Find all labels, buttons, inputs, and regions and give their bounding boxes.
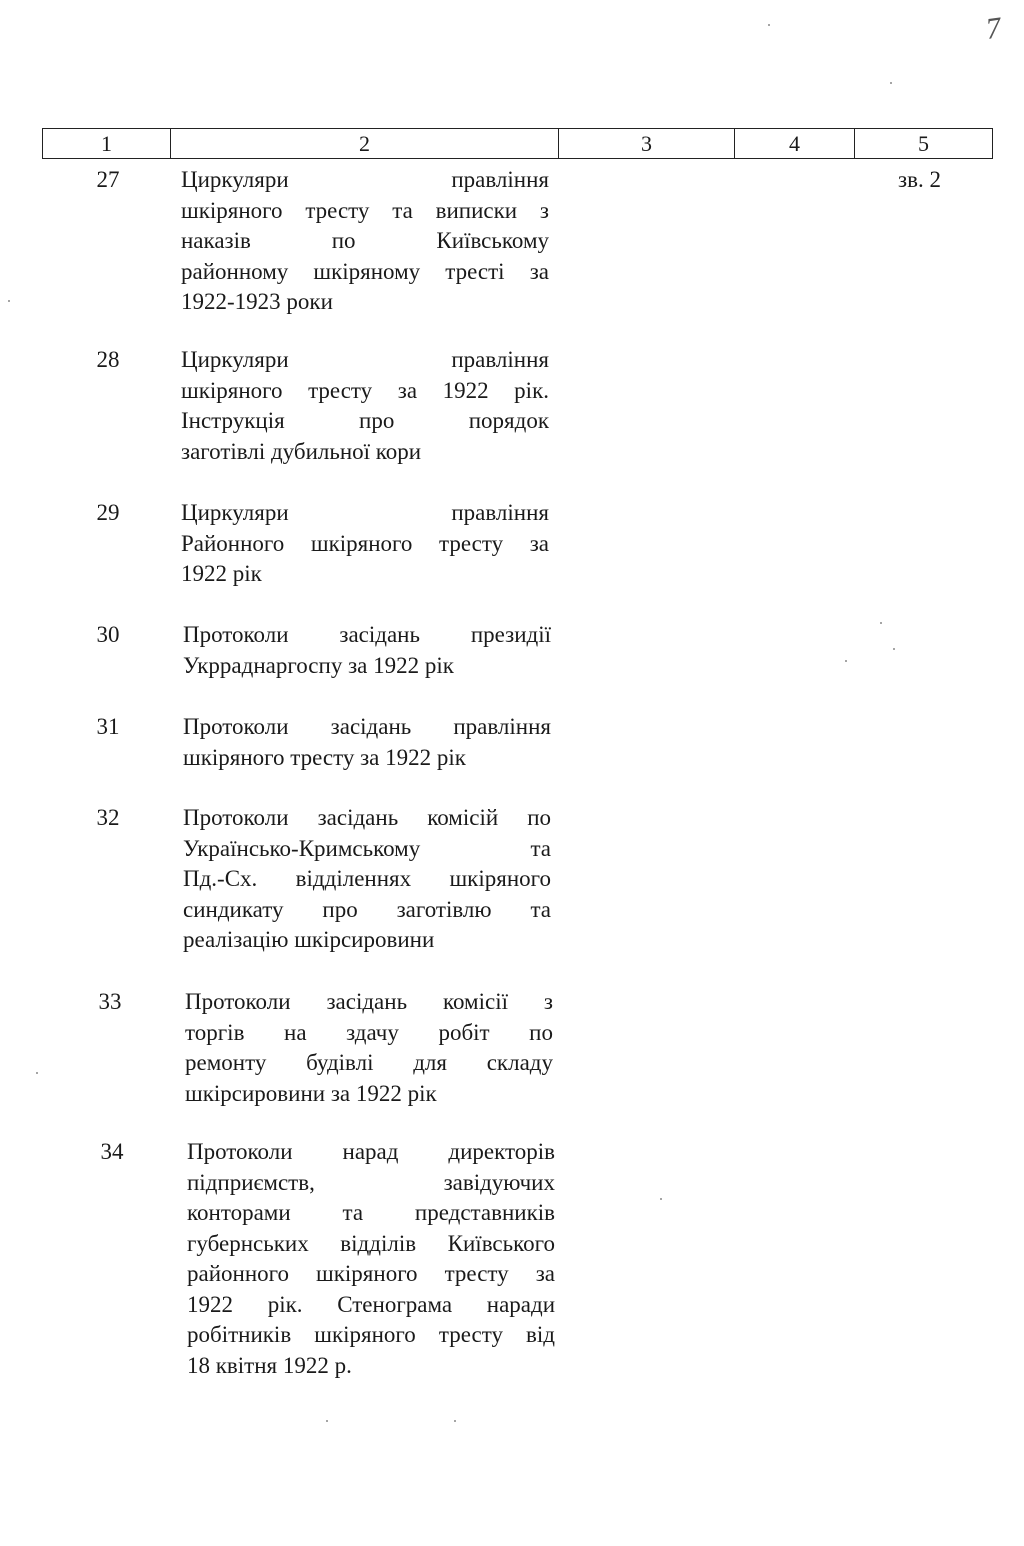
entry-title-line: районного шкіряного тресту за [187,1261,555,1286]
scan-speck [880,622,882,624]
entry-number: 27 [96,167,120,192]
column-header-4: 4 [735,129,855,159]
entry-title-line: Протоколи засідань комісії з [185,989,553,1014]
entry-title [183,620,551,681]
column-header-5: 5 [855,129,993,159]
scan-speck [36,1072,38,1074]
entry-title [181,345,549,467]
entry-title-line: конторами та представників [187,1200,555,1225]
scan-speck [768,24,770,26]
entry-title-line: 18 квітня 1922 р. [187,1352,352,1378]
column-header-row [42,128,993,159]
entry-title-line: синдикату про заготівлю та [183,896,551,922]
scan-speck [893,648,895,650]
entry-title-line: Протоколи засідань комісій по [183,805,551,830]
entry-title-line: Циркуляри правління [181,347,549,372]
entry-number: 28 [96,347,120,372]
entry-title-line: реалізацію шкірсировини [183,927,435,952]
entry-title-line: 1922-1923 роки [181,289,333,314]
entry-number: 31 [96,714,120,739]
entry-title-line: губернських відділів Київського [187,1230,555,1256]
entry-title-line: Пд.-Сх. відділеннях шкіряного [183,866,551,891]
entry-title-line: Протоколи засідань президії [183,622,551,647]
entry-title-line: Протоколи засідань правління [183,714,551,739]
column-header-1: 1 [43,129,171,159]
column-header-3: 3 [559,129,735,159]
entry-title-line: 1922 рік. Стенограма наради [187,1291,555,1317]
entry-title-line: Циркуляри правління [181,500,549,525]
entry-title-line: Укрраднаргоспу за 1922 рік [183,652,454,678]
entry-title-line: робітників шкіряного тресту від [187,1322,555,1347]
entry-title [183,803,551,956]
entry-title-line: районному шкіряному тресті за [181,258,549,284]
entry-number: 30 [96,622,120,647]
entry-number: 29 [96,500,120,525]
entry-title-line: ремонту будівлі для складу [185,1050,553,1075]
entry-title-line: наказів по Київському [181,228,549,253]
entry-number: 33 [98,989,122,1014]
entry-title-line: шкіряного тресту та виписки з [181,197,549,223]
entry-title-line: 1922 рік [181,561,262,586]
entry-title-line: Циркуляри правління [181,167,549,192]
entry-title [181,498,549,590]
entry-title-line: Інструкція про порядок [181,408,549,433]
column-header-2: 2 [171,129,559,159]
entry-title-line: шкіряного тресту за 1922 рік. [181,377,549,403]
entry-title-line: шкіряного тресту за 1922 рік [183,744,466,770]
entry-number: 32 [96,805,120,830]
entry-title-line: Протоколи нарад директорів [187,1139,555,1164]
entry-title-line: Українсько-Кримському та [183,835,551,861]
scan-speck [660,1198,662,1200]
entry-title-line: шкірсировини за 1922 рік [185,1080,437,1106]
scan-speck [8,300,10,302]
entry-title [183,712,551,773]
entry-title [187,1137,555,1381]
page-number: 7 [983,11,1004,46]
entry-title-line: заготівлі дубильної кори [181,438,422,464]
scan-speck [845,660,847,662]
entry-title-line: торгів на здачу робіт по [185,1019,553,1045]
entry-title-line: підприємств, завідуючих [187,1169,555,1195]
scan-speck [890,82,892,84]
entry-number: 34 [100,1139,124,1164]
entry-title [185,987,553,1109]
entry-title-line: Районного шкіряного тресту за [181,530,549,556]
entry-title [181,165,549,318]
entry-note: зв. 2 [898,167,941,192]
scan-speck [326,1420,328,1422]
scan-speck [454,1420,456,1422]
